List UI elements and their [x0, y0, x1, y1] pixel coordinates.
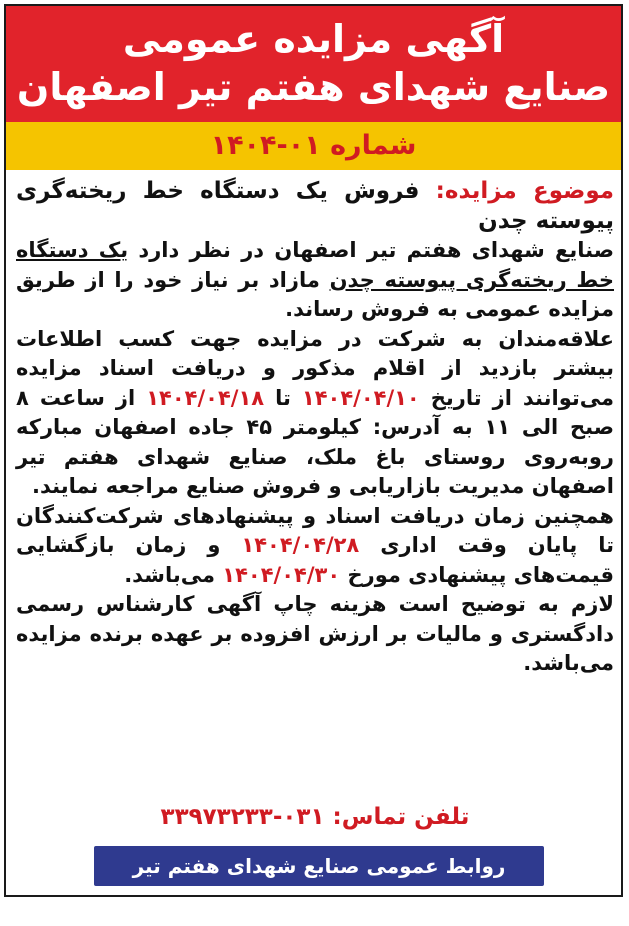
paragraph-deadline-part2: و زمان بازگشایی قیمت‌های پیشنهادی مورخ [16, 533, 614, 587]
footer-text: روابط عمومی صنایع شهدای هفتم تیر اصفهان [132, 854, 506, 918]
paragraph-deadline-part3: می‌باشد. [124, 562, 223, 587]
paragraph-intro-part1: صنایع شهدای هفتم تیر اصفهان در نظر دارد [128, 238, 614, 262]
footer-banner [94, 846, 544, 918]
paragraph-deadline [16, 502, 614, 591]
phone-row [16, 802, 614, 832]
header-title-line2: صنایع شهدای هفتم تیر اصفهان [16, 65, 611, 109]
paragraph-intro-item: یک دستگاه خط ریخته‌گری پیوسته چدن [16, 238, 614, 292]
visit-end-date: ۱۴۰۴/۰۴/۱۸ [146, 385, 265, 410]
subject-value: فروش یک دستگاه خط ریخته‌گری پیوسته چدن [16, 178, 614, 234]
phone-label: تلفن تماس: [332, 804, 470, 830]
paragraph-visit-part1: علاقه‌مندان به شرکت در مزایده جهت کسب اطلاعات بیشتر بازدید از اقلام مذکور و دریافت اسناد مزایده می‌توانند از تاریخ [16, 326, 614, 410]
paragraph-deadline-part1: همچنین زمان دریافت اسناد و پیشنهادهای شرکت‌کنندگان تا پایان وقت اداری [16, 503, 614, 557]
paragraph-visit [16, 325, 614, 502]
advertisement-frame [4, 4, 623, 918]
header-banner [6, 6, 621, 122]
paragraph-visit-part2: تا [264, 385, 302, 410]
visit-start-date: ۱۴۰۴/۰۴/۱۰ [301, 385, 420, 410]
paragraph-costs: لازم به توضیح است هزینه چاپ آگهی کارشناس رسمی دادگستری و مالیات بر ارزش افزوده بر عهده برنده مزایده می‌باشد. [16, 592, 614, 675]
auction-number: شماره ۰۱-۱۴۰۴ [210, 130, 417, 161]
opening-date: ۱۴۰۴/۰۴/۳۰ [222, 562, 341, 587]
subject-label: موضوع مزایده: [435, 178, 614, 204]
submission-deadline-date: ۱۴۰۴/۰۴/۲۸ [241, 533, 360, 557]
subject-line [16, 176, 614, 236]
phone-number: ۰۳۱-۳۳۹۷۳۲۳۳ [160, 804, 325, 830]
auction-number-bar [6, 122, 621, 170]
paragraph-visit-part3: از ساعت ۸ صبح الی ۱۱ به آدرس: کیلومتر ۴۵ جاده اصفهان مبارکه روبه‌روی روستای باغ ملک، صنایع شهدای هفتم تیر اصفهان مدیریت بازاریابی و فروش صنایع مراجعه نمایند. [16, 385, 615, 498]
header-title-line1: آگهی مزایده عمومی [122, 17, 505, 61]
paragraph-intro-part2: مازاد بر نیاز خود را از طریق مزایده عمومی به فروش رساند. [16, 267, 614, 321]
advertisement-body [16, 176, 614, 679]
paragraph-intro [16, 236, 614, 325]
